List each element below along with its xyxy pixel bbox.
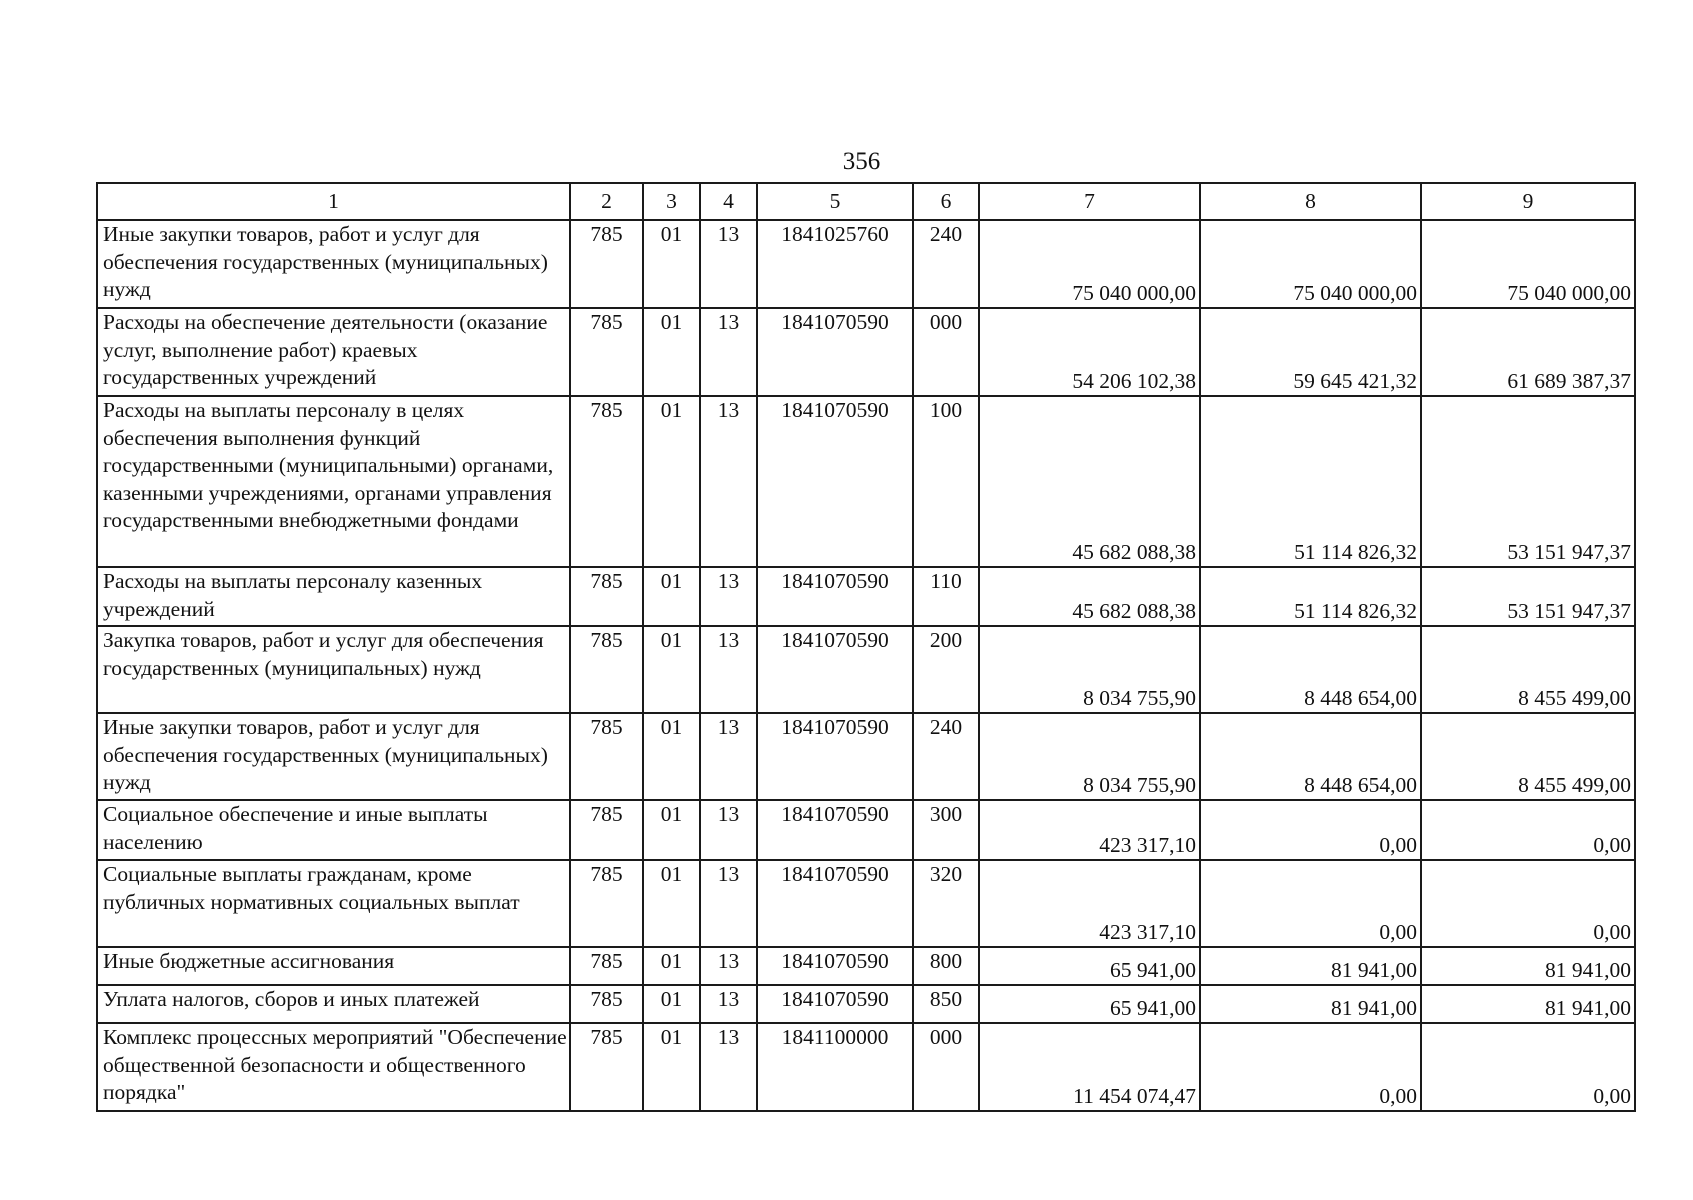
row-code-2: 785 [570, 396, 643, 567]
row-amount-8: 81 941,00 [1200, 985, 1421, 1023]
row-amount-9: 0,00 [1421, 1023, 1635, 1111]
table-row [97, 626, 1635, 713]
row-code-2: 785 [570, 947, 643, 985]
row-name: Закупка товаров, работ и услуг для обеспечения государственных (муниципальных) нужд [97, 626, 570, 713]
row-code-3: 01 [643, 985, 700, 1023]
row-amount-7: 54 206 102,38 [979, 308, 1200, 396]
row-code-6: 100 [913, 396, 979, 567]
row-amount-9: 81 941,00 [1421, 947, 1635, 985]
row-code-3: 01 [643, 860, 700, 947]
row-code-6: 000 [913, 308, 979, 396]
row-code-3: 01 [643, 396, 700, 567]
row-code-2: 785 [570, 860, 643, 947]
header-cell-1: 1 [97, 183, 570, 220]
table-row [97, 220, 1635, 308]
row-amount-8: 75 040 000,00 [1200, 220, 1421, 308]
table-row [97, 860, 1635, 947]
row-code-6: 800 [913, 947, 979, 985]
row-code-6: 110 [913, 567, 979, 626]
row-code-2: 785 [570, 800, 643, 860]
header-cell-3: 3 [643, 183, 700, 220]
row-code-2: 785 [570, 713, 643, 800]
row-amount-9: 81 941,00 [1421, 985, 1635, 1023]
row-amount-9: 8 455 499,00 [1421, 713, 1635, 800]
row-code-5: 1841070590 [757, 396, 913, 567]
row-code-4: 13 [700, 308, 757, 396]
row-code-3: 01 [643, 626, 700, 713]
table-row [97, 800, 1635, 860]
row-name: Социальные выплаты гражданам, кроме публичных нормативных социальных выплат [97, 860, 570, 947]
row-amount-7: 423 317,10 [979, 860, 1200, 947]
row-amount-8: 51 114 826,32 [1200, 396, 1421, 567]
row-code-5: 1841070590 [757, 860, 913, 947]
row-code-3: 01 [643, 947, 700, 985]
row-code-5: 1841070590 [757, 626, 913, 713]
row-code-4: 13 [700, 626, 757, 713]
row-code-4: 13 [700, 1023, 757, 1111]
row-code-5: 1841100000 [757, 1023, 913, 1111]
row-amount-8: 0,00 [1200, 860, 1421, 947]
row-amount-8: 8 448 654,00 [1200, 626, 1421, 713]
row-code-3: 01 [643, 220, 700, 308]
header-cell-8: 8 [1200, 183, 1421, 220]
row-name: Комплекс процессных мероприятий "Обеспечение общественной безопасности и общественного порядка" [97, 1023, 570, 1111]
row-code-6: 320 [913, 860, 979, 947]
row-code-3: 01 [643, 800, 700, 860]
row-amount-8: 0,00 [1200, 1023, 1421, 1111]
row-name: Уплата налогов, сборов и иных платежей [97, 985, 570, 1023]
row-amount-7: 11 454 074,47 [979, 1023, 1200, 1111]
row-amount-7: 8 034 755,90 [979, 626, 1200, 713]
table-row [97, 947, 1635, 985]
row-name: Расходы на обеспечение деятельности (оказание услуг, выполнение работ) краевых государственных учреждений [97, 308, 570, 396]
table-row [97, 1023, 1635, 1111]
row-code-2: 785 [570, 626, 643, 713]
row-code-4: 13 [700, 947, 757, 985]
row-code-5: 1841070590 [757, 947, 913, 985]
row-code-6: 850 [913, 985, 979, 1023]
row-code-2: 785 [570, 220, 643, 308]
row-code-2: 785 [570, 1023, 643, 1111]
row-amount-9: 53 151 947,37 [1421, 567, 1635, 626]
row-code-3: 01 [643, 1023, 700, 1111]
row-code-6: 200 [913, 626, 979, 713]
row-amount-7: 423 317,10 [979, 800, 1200, 860]
row-code-4: 13 [700, 220, 757, 308]
row-code-2: 785 [570, 985, 643, 1023]
budget-table [96, 182, 1636, 1112]
row-code-5: 1841025760 [757, 220, 913, 308]
row-code-5: 1841070590 [757, 800, 913, 860]
page-number: 356 [842, 148, 881, 175]
row-code-5: 1841070590 [757, 713, 913, 800]
row-code-4: 13 [700, 396, 757, 567]
row-code-6: 300 [913, 800, 979, 860]
row-amount-8: 51 114 826,32 [1200, 567, 1421, 626]
row-amount-7: 45 682 088,38 [979, 396, 1200, 567]
row-name: Иные бюджетные ассигнования [97, 947, 570, 985]
row-name: Расходы на выплаты персоналу казенных учреждений [97, 567, 570, 626]
row-code-2: 785 [570, 308, 643, 396]
row-code-4: 13 [700, 985, 757, 1023]
row-code-2: 785 [570, 567, 643, 626]
row-amount-9: 53 151 947,37 [1421, 396, 1635, 567]
row-code-4: 13 [700, 860, 757, 947]
row-amount-9: 8 455 499,00 [1421, 626, 1635, 713]
row-amount-8: 81 941,00 [1200, 947, 1421, 985]
header-cell-5: 5 [757, 183, 913, 220]
row-code-5: 1841070590 [757, 308, 913, 396]
row-amount-7: 65 941,00 [979, 947, 1200, 985]
row-name: Социальное обеспечение и иные выплаты населению [97, 800, 570, 860]
table-row [97, 567, 1635, 626]
row-amount-7: 75 040 000,00 [979, 220, 1200, 308]
row-amount-9: 0,00 [1421, 800, 1635, 860]
header-cell-7: 7 [979, 183, 1200, 220]
row-code-6: 240 [913, 713, 979, 800]
row-name: Расходы на выплаты персоналу в целях обеспечения выполнения функций государственными (муниципальными) органами, казенными учреждениями, органами управления государственными внебюджетными фондами [97, 396, 570, 567]
row-name: Иные закупки товаров, работ и услуг для обеспечения государственных (муниципальных) нужд [97, 713, 570, 800]
row-code-5: 1841070590 [757, 567, 913, 626]
header-cell-6: 6 [913, 183, 979, 220]
row-code-4: 13 [700, 713, 757, 800]
row-code-4: 13 [700, 800, 757, 860]
row-code-6: 240 [913, 220, 979, 308]
row-amount-9: 61 689 387,37 [1421, 308, 1635, 396]
header-cell-4: 4 [700, 183, 757, 220]
row-code-3: 01 [643, 713, 700, 800]
row-code-6: 000 [913, 1023, 979, 1111]
row-amount-8: 8 448 654,00 [1200, 713, 1421, 800]
row-code-3: 01 [643, 567, 700, 626]
table-header-row [97, 183, 1635, 220]
table-row [97, 985, 1635, 1023]
row-code-4: 13 [700, 567, 757, 626]
row-amount-8: 59 645 421,32 [1200, 308, 1421, 396]
row-code-5: 1841070590 [757, 985, 913, 1023]
row-amount-8: 0,00 [1200, 800, 1421, 860]
table-row [97, 396, 1635, 567]
row-code-3: 01 [643, 308, 700, 396]
row-amount-7: 45 682 088,38 [979, 567, 1200, 626]
header-cell-9: 9 [1421, 183, 1635, 220]
table-row [97, 713, 1635, 800]
row-name: Иные закупки товаров, работ и услуг для обеспечения государственных (муниципальных) нужд [97, 220, 570, 308]
row-amount-7: 8 034 755,90 [979, 713, 1200, 800]
table-row [97, 308, 1635, 396]
header-cell-2: 2 [570, 183, 643, 220]
row-amount-9: 75 040 000,00 [1421, 220, 1635, 308]
row-amount-7: 65 941,00 [979, 985, 1200, 1023]
row-amount-9: 0,00 [1421, 860, 1635, 947]
